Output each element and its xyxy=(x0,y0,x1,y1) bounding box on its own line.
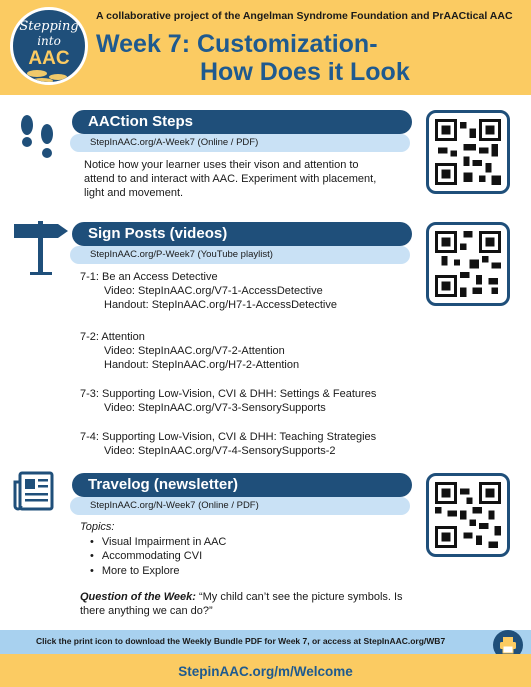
footer-banner xyxy=(0,654,531,687)
footprints-icon xyxy=(16,115,60,161)
topic-item: • More to Explore xyxy=(90,564,226,579)
video-item xyxy=(80,270,337,312)
stepping-stone-icon xyxy=(27,70,47,77)
qr-code-aaction-steps[interactable] xyxy=(426,110,510,194)
handout-link[interactable]: Handout: StepInAAC.org/H7-2-Attention xyxy=(104,359,300,371)
video-link[interactable]: Video: StepInAAC.org/V7-1-AccessDetective xyxy=(104,285,323,297)
page-title xyxy=(96,30,516,86)
topics-label: Topics: xyxy=(80,521,115,533)
title-line-2: How Does it Look xyxy=(200,58,410,86)
topics-list xyxy=(80,520,226,578)
qr-code-travelog[interactable] xyxy=(426,473,510,557)
footer-url-link[interactable]: StepinAAC.org/m/Welcome xyxy=(178,664,353,679)
topic-item: • Accommodating CVI xyxy=(90,549,226,564)
print-instructions: Click the print icon to download the Weekly Bundle PDF for Week 7, or access at StepInAAC.org/WB7 xyxy=(36,636,446,646)
printer-icon xyxy=(499,636,517,654)
qr-code-sign-posts[interactable] xyxy=(426,222,510,306)
video-link[interactable]: Video: StepInAAC.org/V7-3-SensorySupports xyxy=(104,402,326,414)
video-item-title: 7-3: Supporting Low-Vision, CVI & DHH: Settings & Features xyxy=(80,388,377,400)
title-line-1: Week 7: Customization- xyxy=(96,30,378,58)
video-link[interactable]: Video: StepInAAC.org/V7-4-SensorySupports-2 xyxy=(104,445,336,457)
video-item xyxy=(80,387,376,415)
handout-link[interactable]: Handout: StepInAAC.org/H7-1-AccessDetective xyxy=(104,299,337,311)
stepping-stone-icon xyxy=(31,78,53,84)
qotw-label: Question of the Week: xyxy=(80,591,196,603)
qr-code-icon xyxy=(435,482,501,548)
aaction-steps-heading: AACtion Steps xyxy=(72,110,412,134)
aaction-steps-description: Notice how your learner uses their vison and attention to attend to and interact with AAC. Experiment with placement, light and movement. xyxy=(84,159,377,199)
signpost-icon xyxy=(12,215,72,277)
travelog-heading: Travelog (newsletter) xyxy=(72,473,412,497)
question-of-the-week xyxy=(80,590,430,618)
video-item-title: 7-1: Be an Access Detective xyxy=(80,271,218,283)
logo-text-into: into xyxy=(37,34,61,48)
video-item-title: 7-2: Attention xyxy=(80,331,145,343)
aaction-steps-url[interactable]: StepInAAC.org/A-Week7 (Online / PDF) xyxy=(70,134,410,152)
video-item xyxy=(80,430,376,458)
topic-item: • Visual Impairment in AAC xyxy=(90,535,226,550)
logo-text-aac: AAC xyxy=(28,48,70,69)
travelog-url[interactable]: StepInAAC.org/N-Week7 (Online / PDF) xyxy=(70,497,410,515)
video-link[interactable]: Video: StepInAAC.org/V7-2-Attention xyxy=(104,345,285,357)
qr-code-icon xyxy=(435,119,501,185)
video-item-title: 7-4: Supporting Low-Vision, CVI & DHH: Teaching Strategies xyxy=(80,431,377,443)
logo-text-stepping: Stepping xyxy=(19,19,79,34)
qr-code-icon xyxy=(435,231,501,297)
tagline: A collaborative project of the Angelman Syndrome Foundation and PrAACtical AAC xyxy=(96,10,513,22)
print-bar xyxy=(0,630,531,654)
qotw-text: “My child can’t see the picture symbols. Is there anything we can do?” xyxy=(80,591,403,617)
sign-posts-heading: Sign Posts (videos) xyxy=(72,222,412,246)
stepping-into-aac-logo xyxy=(10,7,88,85)
newspaper-icon xyxy=(12,470,54,512)
video-item xyxy=(80,330,299,372)
header-banner xyxy=(0,0,531,95)
sign-posts-url[interactable]: StepInAAC.org/P-Week7 (YouTube playlist) xyxy=(70,246,410,264)
